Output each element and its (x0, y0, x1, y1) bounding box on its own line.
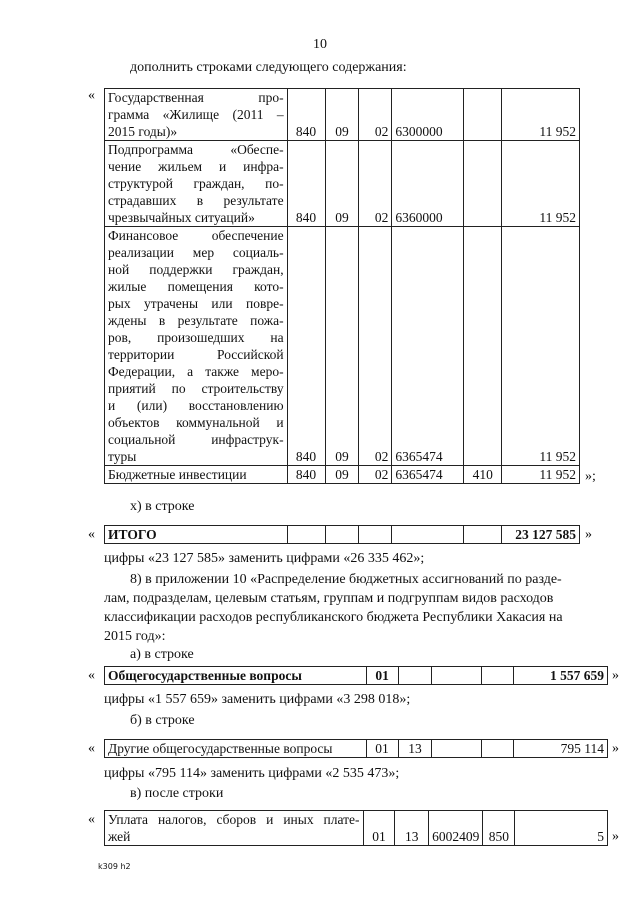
close-quote: » (585, 527, 592, 542)
row-name-line: страдавших в результате (108, 193, 284, 208)
tax-rz: 01 (363, 811, 395, 846)
cell-sum: 11 952 (502, 466, 580, 484)
tax-label (105, 811, 364, 846)
cell-csr: 6365474 (392, 227, 464, 466)
close-quote: »; (585, 469, 596, 484)
item-x: х) в строке (130, 499, 195, 514)
cell-rz: 09 (325, 141, 359, 227)
cell-ved: 840 (287, 227, 325, 466)
cell-sum: 11 952 (502, 227, 580, 466)
other-label: Другие общегосударственные вопросы (105, 740, 367, 758)
cell-vr (464, 89, 502, 141)
general-label: Общегосударственные вопросы (105, 667, 367, 685)
row-name-line: социальной инфраструк- (108, 432, 284, 447)
cell-rz: 09 (325, 89, 359, 141)
item-8-line: классификации расходов республиканского бюджета Республики Хакасия на (104, 610, 563, 625)
table-row (105, 740, 608, 758)
close-quote: » (612, 829, 619, 844)
cell-pr: 02 (359, 466, 392, 484)
row-name-line: территории Российской (108, 347, 284, 362)
cell-vr (464, 141, 502, 227)
item-v: в) после строки (130, 786, 224, 801)
tax-csr: 6002409 (429, 811, 483, 846)
table-row (105, 526, 580, 544)
cell-pr: 02 (359, 141, 392, 227)
row-name-line: грамма «Жилище (2011 – (108, 107, 284, 122)
cell-csr: 6365474 (392, 466, 464, 484)
footer-code: k309 h2 (98, 862, 131, 871)
open-quote: « (88, 741, 95, 756)
row-name-line: рых утрачены или повре- (108, 296, 284, 311)
item-8-line: лам, подразделам, целевым статьям, группам и подгруппам видов расходов (104, 591, 554, 606)
row-name-line: Федерации, а также меро- (108, 364, 284, 379)
cell-ved: 840 (287, 466, 325, 484)
row-name (105, 89, 288, 141)
row-name-line: ждены в результате пожа- (108, 313, 284, 328)
row-name-line: ров, произошедших на (108, 330, 284, 345)
row-name-line: туры (108, 449, 137, 464)
table-row (105, 227, 580, 466)
cell-ved: 840 (287, 89, 325, 141)
item-b: б) в строке (130, 713, 195, 728)
cell-rz: 09 (325, 227, 359, 466)
itogo-table (104, 525, 580, 544)
cell-vr: 410 (464, 466, 502, 484)
cell-ved: 840 (287, 141, 325, 227)
open-quote: « (88, 668, 95, 683)
row-name-line: чрезвычайных ситуаций» (108, 210, 255, 225)
row-name-line: Бюджетные инвестиции (108, 467, 247, 482)
cell-pr: 02 (359, 227, 392, 466)
tax-vr: 850 (483, 811, 515, 846)
open-quote: « (88, 527, 95, 542)
general-table (104, 666, 608, 685)
other-sum: 795 114 (514, 740, 608, 758)
cell-csr: 6360000 (392, 141, 464, 227)
row-name-line: объектов коммунальной и (108, 415, 284, 430)
replace-text-3: цифры «795 114» заменить цифрами «2 535 473»; (104, 766, 400, 781)
cell-csr: 6300000 (392, 89, 464, 141)
close-quote: » (612, 668, 619, 683)
row-name-line: чение жильем и инфра- (108, 159, 284, 174)
item-a: а) в строке (130, 647, 194, 662)
table-row (105, 667, 608, 685)
general-sum: 1 557 659 (514, 667, 608, 685)
itogo-sum: 23 127 585 (502, 526, 580, 544)
cell-sum: 11 952 (502, 141, 580, 227)
row-name-line: реализации мер социаль- (108, 245, 284, 260)
table-row (105, 89, 580, 141)
row-name-line: приятий по строительству (108, 381, 284, 396)
itogo-label: ИТОГО (105, 526, 288, 544)
tax-table (104, 810, 608, 846)
table-row (105, 466, 580, 484)
item-8 (104, 570, 580, 646)
item-8-line: 2015 год»: (104, 629, 166, 644)
row-name-line: и (или) восстановлению (108, 398, 284, 413)
tax-pr: 13 (395, 811, 429, 846)
row-name (105, 466, 288, 484)
other-table (104, 739, 608, 758)
row-name-line: Финансовое обеспечение (108, 228, 284, 243)
open-quote: « (88, 812, 95, 827)
row-name-line: Государственная про- (108, 90, 284, 105)
replace-text-2: цифры «1 557 659» заменить цифрами «3 298 018»; (104, 692, 411, 707)
row-name-line: жилые помещения кото- (108, 279, 284, 294)
row-name-line: 2015 годы)» (108, 124, 178, 139)
close-quote: » (612, 741, 619, 756)
page-number: 10 (313, 37, 327, 52)
table-row (105, 811, 608, 846)
item-8-line: 8) в приложении 10 «Распределение бюджетных ассигнований по разде- (130, 572, 562, 587)
tax-label-line: жей (108, 829, 131, 844)
cell-sum: 11 952 (502, 89, 580, 141)
row-name-line: ной поддержки граждан, (108, 262, 284, 277)
budget-table (104, 88, 580, 484)
other-rz: 01 (366, 740, 398, 758)
replace-text-1: цифры «23 127 585» заменить цифрами «26 335 462»; (104, 551, 425, 566)
table-row (105, 141, 580, 227)
intro-text: дополнить строками следующего содержания: (130, 60, 407, 75)
tax-label-line: Уплата налогов, сборов и иных плате- (108, 812, 360, 827)
row-name-line: Подпрограмма «Обеспе- (108, 142, 284, 157)
tax-sum: 5 (515, 811, 608, 846)
general-rz: 01 (366, 667, 398, 685)
row-name (105, 227, 288, 466)
row-name (105, 141, 288, 227)
row-name-line: структурой граждан, по- (108, 176, 284, 191)
cell-pr: 02 (359, 89, 392, 141)
open-quote: « (88, 88, 95, 103)
other-pr: 13 (398, 740, 432, 758)
cell-rz: 09 (325, 466, 359, 484)
cell-vr (464, 227, 502, 466)
